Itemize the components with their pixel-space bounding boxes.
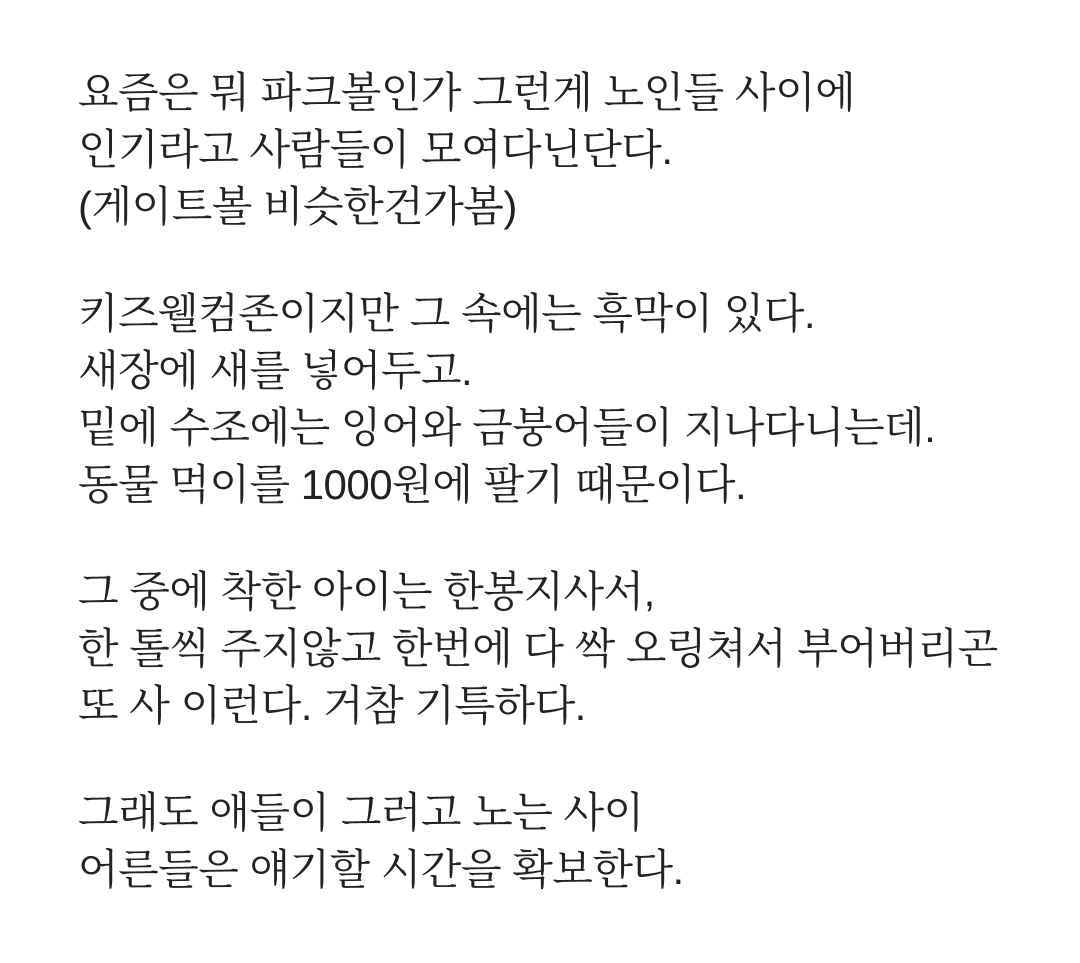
text-line: 한 톨씩 주지않고 한번에 다 싹 오링쳐서 부어버리곤 <box>78 625 998 672</box>
text-line: 어른들은 얘기할 시간을 확보한다. <box>78 846 684 893</box>
paragraph <box>78 285 1050 513</box>
text-line: (게이트볼 비슷한건가봄) <box>78 183 517 230</box>
text-line: 새장에 새를 넣어두고. <box>78 347 473 394</box>
paragraph <box>78 64 1050 235</box>
text-line: 그래도 애들이 그러고 노는 사이 <box>78 789 644 836</box>
text-line: 인기라고 사람들이 모여다닌단다. <box>78 126 673 173</box>
text-line: 밑에 수조에는 잉어와 금붕어들이 지나다니는데. <box>78 404 936 451</box>
text-line: 키즈웰컴존이지만 그 속에는 흑막이 있다. <box>78 290 816 337</box>
text-line: 요즘은 뭐 파크볼인가 그런게 노인들 사이에 <box>78 69 856 116</box>
text-line: 또 사 이런다. 거참 기특하다. <box>78 682 586 729</box>
text-line: 동물 먹이를 1000원에 팔기 때문이다. <box>78 461 747 508</box>
paragraph <box>78 563 1050 734</box>
paragraph <box>78 784 1050 898</box>
text-line: 그 중에 착한 아이는 한봉지사서, <box>78 568 655 615</box>
